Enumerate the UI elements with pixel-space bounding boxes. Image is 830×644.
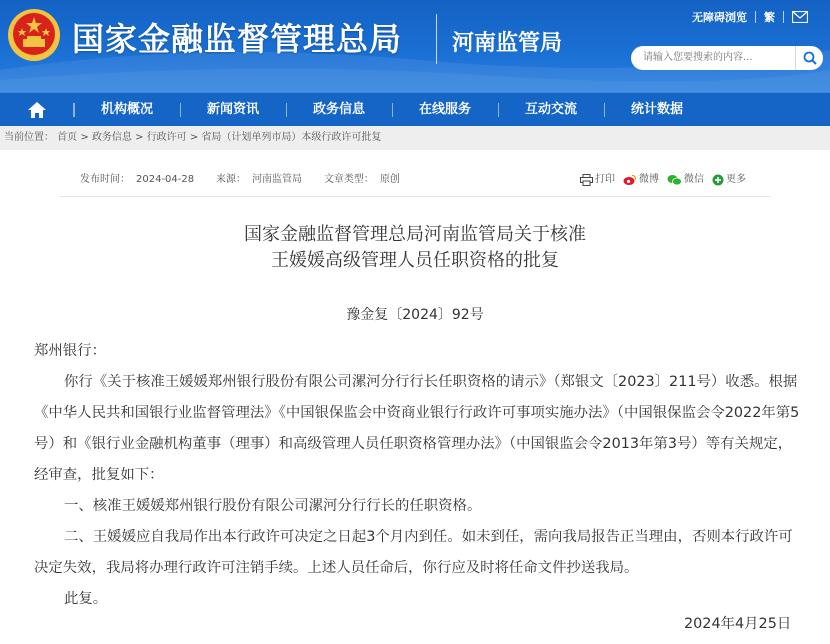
weibo-share-button[interactable] — [623, 168, 659, 192]
nav-item-online-services[interactable]: 在线服务 — [392, 93, 498, 127]
site-header — [0, 0, 830, 92]
more-label: 更多 — [726, 174, 746, 185]
printer-icon — [580, 174, 593, 186]
document-number: 豫金复〔2024〕92号 — [346, 307, 484, 323]
print-label: 打印 — [595, 174, 615, 185]
document-title — [0, 222, 830, 274]
publish-label: 发布时间： — [80, 174, 130, 185]
main-nav — [0, 92, 830, 126]
document-date: 2024年4月25日 — [684, 616, 792, 632]
breadcrumb-government-info[interactable]: 政务信息 — [91, 132, 132, 143]
traditional-chinese-link[interactable]: 繁 — [764, 11, 775, 24]
breadcrumb-home[interactable]: 首页 — [57, 132, 78, 143]
meta-divider — [60, 196, 770, 197]
source-label: 来源： — [216, 174, 247, 185]
breadcrumb-separator: > — [80, 132, 92, 143]
nav-item-interaction[interactable]: 互动交流 — [498, 93, 604, 127]
paragraph-request: 你行《关于核准王媛媛郑州银行股份有限公司漯河分行行长任职资格的请示》（郑银文〔2023〕211号）收悉。根据《中华人民共和国银行业监督管理法》《中国银保监会中资商业银行行政许可事项实施办法》（中国银保监会令2022年第5号）和《银行业金融机构董事（理事）和高级管理人员任职资格管理办法》（中国银监会令2013年第3号）等有关规定，经审查，批复如下： — [34, 374, 800, 483]
weibo-icon — [623, 174, 637, 186]
article-meta — [60, 168, 780, 192]
more-icon — [712, 174, 724, 186]
weibo-label: 微博 — [639, 174, 659, 185]
type-value: 原创 — [379, 174, 400, 185]
publish-date: 2024-04-28 — [136, 174, 195, 185]
share-tools — [580, 168, 746, 192]
divider — [755, 11, 756, 23]
nav-item-about[interactable]: 机构概况 — [74, 93, 180, 127]
accessibility-link[interactable]: 无障碍浏览 — [692, 11, 747, 24]
breadcrumb-separator: > — [189, 132, 202, 143]
closing: 此复。 — [64, 591, 108, 607]
wechat-label: 微信 — [684, 174, 704, 185]
source-value: 河南监管局 — [252, 174, 303, 185]
nav-item-news[interactable]: 新闻资讯 — [180, 93, 286, 127]
title-divider — [436, 14, 437, 64]
search-button[interactable] — [795, 46, 823, 70]
top-links — [692, 8, 808, 26]
search-icon — [803, 51, 817, 65]
branch-title[interactable]: 河南监管局 — [452, 31, 563, 56]
more-share-button[interactable] — [712, 168, 746, 192]
nav-item-government-info[interactable]: 政务信息 — [286, 93, 392, 127]
breadcrumb-separator: > — [135, 132, 147, 143]
paragraph-approval: 一、核准王媛媛郑州银行股份有限公司漯河分行行长的任职资格。 — [64, 498, 482, 514]
divider — [783, 11, 784, 23]
wechat-share-button[interactable] — [667, 168, 704, 192]
nav-home[interactable] — [0, 93, 74, 127]
paragraph-conditions: 二、王媛媛应自我局作出本行政许可决定之日起3个月内到任。如未到任，需向我局报告正当理由，否则本行政许可决定失效，我局将办理行政许可注销手续。上述人员任命后，你行应及时将任命文件抄送我局。 — [34, 529, 793, 576]
national-emblem-logo — [6, 6, 62, 64]
article-info — [80, 168, 406, 192]
type-label: 文章类型： — [323, 174, 374, 185]
wechat-icon — [667, 174, 682, 186]
breadcrumb-current[interactable]: 省局（计划单列市局）本级行政许可批复 — [201, 132, 382, 143]
nav-item-statistics[interactable]: 统计数据 — [604, 93, 710, 127]
document-title-line-2: 王媛媛高级管理人员任职资格的批复 — [271, 250, 559, 271]
document-body — [34, 336, 804, 615]
home-icon — [27, 101, 47, 119]
addressee: 郑州银行： — [34, 343, 106, 359]
document-title-line-1: 国家金融监督管理总局河南监管局关于核准 — [244, 224, 586, 245]
search-input[interactable] — [631, 46, 795, 70]
print-button[interactable] — [580, 168, 615, 192]
mail-icon[interactable] — [792, 11, 808, 23]
breadcrumb-label: 当前位置： — [4, 132, 54, 143]
breadcrumb — [0, 126, 830, 150]
site-title[interactable]: 国家金融监督管理总局 — [72, 20, 403, 58]
breadcrumb-administrative-license[interactable]: 行政许可 — [146, 132, 187, 143]
